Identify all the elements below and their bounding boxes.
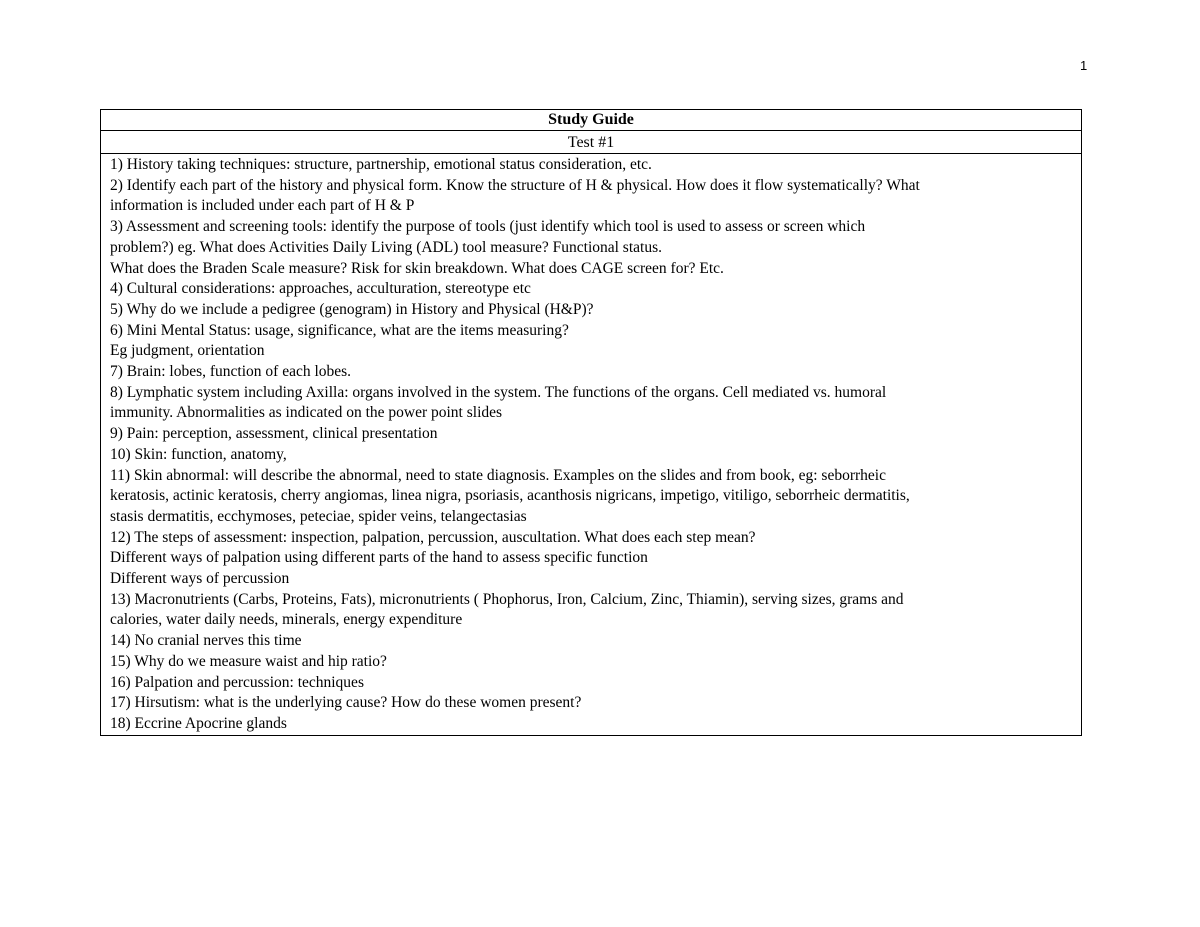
guide-line: Different ways of percussion [110, 570, 290, 588]
guide-line: 14) No cranial nerves this time [110, 632, 302, 650]
guide-subtitle: Test #1 [101, 131, 1081, 154]
guide-line: 8) Lymphatic system including Axilla: organs involved in the system. The functions of the organs. Cell mediated vs. humoral [110, 383, 887, 401]
guide-line: immunity. Abnormalities as indicated on the power point slides [110, 404, 503, 422]
guide-line: 18) Eccrine Apocrine glands [110, 714, 287, 732]
guide-line: 7) Brain: lobes, function of each lobes. [110, 363, 352, 381]
guide-line: Eg judgment, orientation [110, 342, 265, 360]
guide-line: 3) Assessment and screening tools: identify the purpose of tools (just identify which tool is used to assess or screen which [110, 218, 866, 236]
guide-line: What does the Braden Scale measure? Risk for skin breakdown. What does CAGE screen for? Etc. [110, 259, 724, 277]
guide-line: 13) Macronutrients (Carbs, Proteins, Fats), micronutrients ( Phophorus, Iron, Calcium, Zinc, Thiamin), serving sizes, grams and [110, 590, 904, 608]
guide-line: Different ways of palpation using different parts of the hand to assess specific function [110, 549, 648, 567]
guide-line: 6) Mini Mental Status: usage, significance, what are the items measuring? [110, 321, 569, 339]
guide-line: stasis dermatitis, ecchymoses, peteciae, spider veins, telangectasias [110, 507, 527, 525]
guide-line: keratosis, actinic keratosis, cherry angiomas, linea nigra, psoriasis, acanthosis nigricans, impetigo, vitiligo, seborrheic dermatitis, [110, 487, 910, 505]
guide-line: 10) Skin: function, anatomy, [110, 445, 287, 463]
guide-line: 16) Palpation and percussion: techniques [110, 673, 364, 691]
study-guide-table [100, 109, 1082, 736]
guide-line: calories, water daily needs, minerals, energy expenditure [110, 611, 463, 629]
guide-line: 12) The steps of assessment: inspection, palpation, percussion, auscultation. What does each step mean? [110, 528, 756, 546]
guide-line: 2) Identify each part of the history and physical form. Know the structure of H & physical. How does it flow systematically? What [110, 176, 920, 194]
guide-line: 9) Pain: perception, assessment, clinical presentation [110, 425, 438, 443]
guide-line: 1) History taking techniques: structure, partnership, emotional status consideration, etc. [110, 156, 652, 173]
guide-line: problem?) eg. What does Activities Daily Living (ADL) tool measure? Functional status. [110, 238, 662, 256]
guide-line: 4) Cultural considerations: approaches, acculturation, stereotype etc [110, 280, 531, 298]
guide-line: 15) Why do we measure waist and hip ratio? [110, 652, 387, 670]
page-number: 1 [1080, 58, 1088, 73]
guide-line: 5) Why do we include a pedigree (genogram) in History and Physical (H&P)? [110, 300, 594, 318]
guide-line: 11) Skin abnormal: will describe the abnormal, need to state diagnosis. Examples on the slides and from book, eg: seborrheic [110, 466, 886, 484]
guide-title: Study Guide [101, 110, 1081, 131]
guide-line: 17) Hirsutism: what is the underlying cause? How do these women present? [110, 694, 582, 712]
guide-body [101, 154, 1081, 735]
guide-line: information is included under each part of H & P [110, 197, 415, 215]
